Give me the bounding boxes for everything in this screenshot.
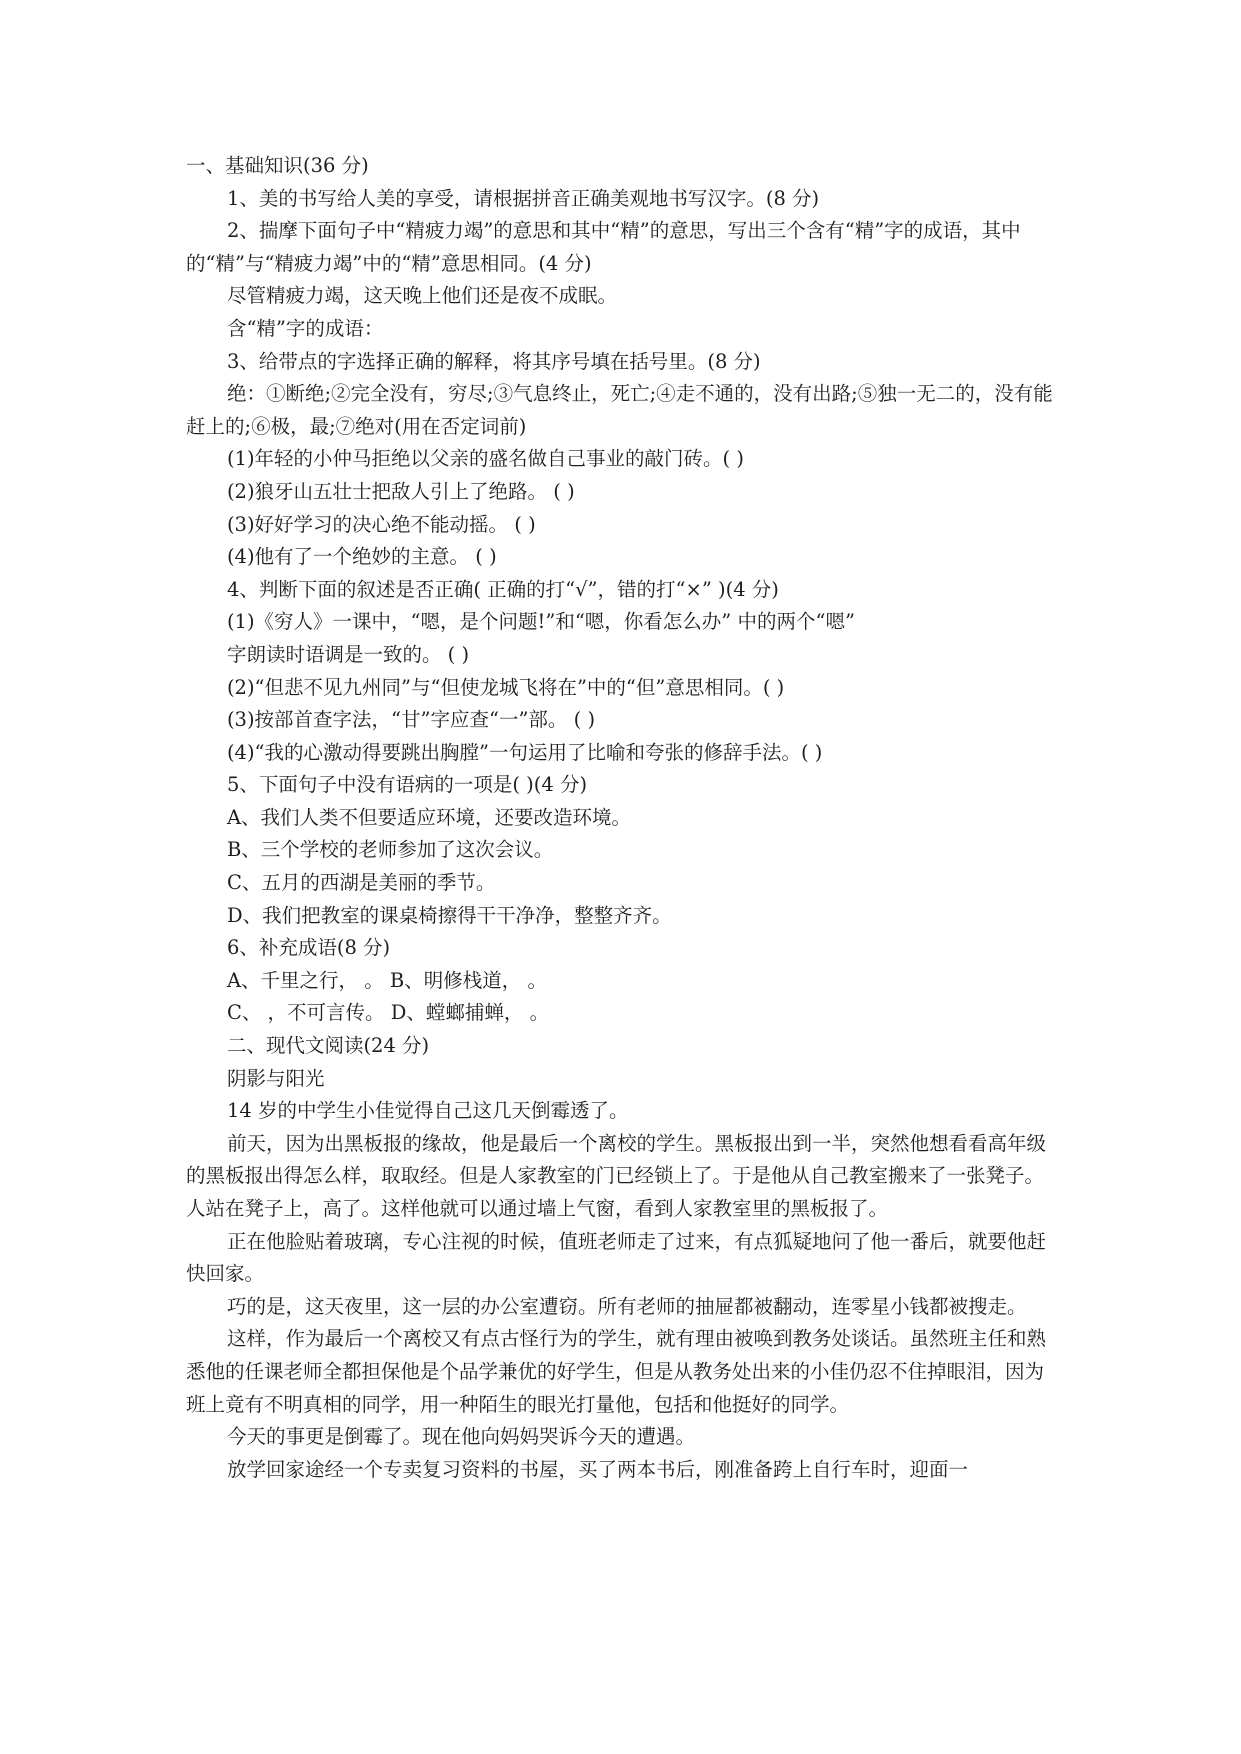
paragraph: 放学回家途经一个专卖复习资料的书屋，买了两本书后，刚准备跨上自行车时，迎面一: [226, 1457, 968, 1481]
paragraph: A、千里之行， 。 B、明修栈道， 。: [226, 968, 547, 992]
paragraph: (4)他有了一个绝妙的主意。 ( ): [226, 545, 497, 569]
paragraph: D、我们把教室的课桌椅擦得干干净净，整整齐齐。: [226, 903, 672, 927]
paragraph: 4、判断下面的叙述是否正确( 正确的打“√”，错的打“×” )(4 分): [226, 577, 779, 601]
paragraph: (2)狼牙山五壮士把敌人引上了绝路。 ( ): [226, 479, 575, 503]
paragraph: A、我们人类不但要适应环境，还要改造环境。: [226, 805, 632, 829]
paragraph: 3、给带点的字选择正确的解释，将其序号填在括号里。(8 分): [226, 349, 761, 373]
paragraph: 绝：①断绝;②完全没有，穷尽;③气息终止，死亡;④走不通的，没有出路;⑤独一无二的，没有能赶上的;⑥极，最;⑦绝对(用在否定词前): [186, 382, 1053, 438]
paragraph: 1、美的书写给人美的享受，请根据拼音正确美观地书写汉字。(8 分): [226, 186, 820, 210]
paragraph: 5、下面句子中没有语病的一项是( )(4 分): [226, 773, 588, 797]
paragraph: (4)“我的心激动得要跳出胸膛”一句运用了比喻和夸张的修辞手法。( ): [226, 740, 823, 764]
paragraph: 尽管精疲力竭，这天晚上他们还是夜不成眠。: [226, 284, 617, 308]
paragraph: 巧的是，这天夜里，这一层的办公室遭窃。所有老师的抽屉都被翻动，连零星小钱都被搜走。: [226, 1294, 1027, 1318]
paragraph: (1)年轻的小仲马拒绝以父亲的盛名做自己事业的敲门砖。( ): [226, 447, 744, 471]
paragraph: 正在他脸贴着玻璃，专心注视的时候，值班老师走了过来，有点狐疑地问了他一番后，就要他赶快回家。: [186, 1229, 1046, 1286]
paragraph: (2)“但悲不见九州同”与“但使龙城飞将在”中的“但”意思相同。( ): [226, 675, 785, 699]
paragraph: (1)《穷人》一课中，“嗯，是个问题!”和“嗯，你看怎么办” 中的两个“嗯”: [226, 610, 855, 634]
paragraph: 前天，因为出黑板报的缘故，他是最后一个离校的学生。黑板报出到一半，突然他想看看高年级的黑板报出得怎么样，取取经。但是人家教室的门已经锁上了。于是他从自己教室搬来了一张凳子。人站在凳子上，高了。这样他就可以通过墙上气窗，看到人家教室里的黑板报了。: [186, 1131, 1046, 1220]
paragraph: 一、基础知识(36 分): [186, 154, 369, 177]
paragraph: (3)按部首查字法，“甘”字应查“一”部。 ( ): [226, 708, 596, 732]
paragraph: 今天的事更是倒霉了。现在他向妈妈哭诉今天的遭遇。: [226, 1425, 695, 1449]
paragraph: 含“精”字的成语：: [226, 316, 384, 340]
paragraph: C、 ，不可言传。 D、螳螂捕蝉， 。: [226, 1001, 550, 1025]
paragraph: C、五月的西湖是美丽的季节。: [226, 871, 496, 895]
paragraph: 二、现代文阅读(24 分): [226, 1034, 430, 1058]
paragraph: 2、揣摩下面句子中“精疲力竭”的意思和其中“精”的意思，写出三个含有“精”字的成语，其中的“精”与“精疲力竭”中的“精”意思相同。(4 分): [186, 219, 1021, 275]
paragraph: 6、补充成语(8 分): [226, 936, 391, 960]
paragraph: 14 岁的中学生小佳觉得自己这几天倒霉透了。: [226, 1099, 629, 1123]
paragraph: (3)好好学习的决心绝不能动摇。 ( ): [226, 512, 536, 536]
paragraph: B、三个学校的老师参加了这次会议。: [226, 838, 554, 862]
document-body: [186, 150, 1056, 1486]
paragraph: 字朗读时语调是一致的。 ( ): [226, 642, 470, 666]
paragraph: 这样，作为最后一个离校又有点古怪行为的学生，就有理由被唤到教务处谈话。虽然班主任和熟悉他的任课老师全都担保他是个品学兼优的好学生，但是从教务处出来的小佳仍忍不住掉眼泪，因为班上竟有不明真相的同学，用一种陌生的眼光打量他，包括和他挺好的同学。: [186, 1327, 1046, 1416]
paragraph: 阴影与阳光: [226, 1066, 325, 1090]
